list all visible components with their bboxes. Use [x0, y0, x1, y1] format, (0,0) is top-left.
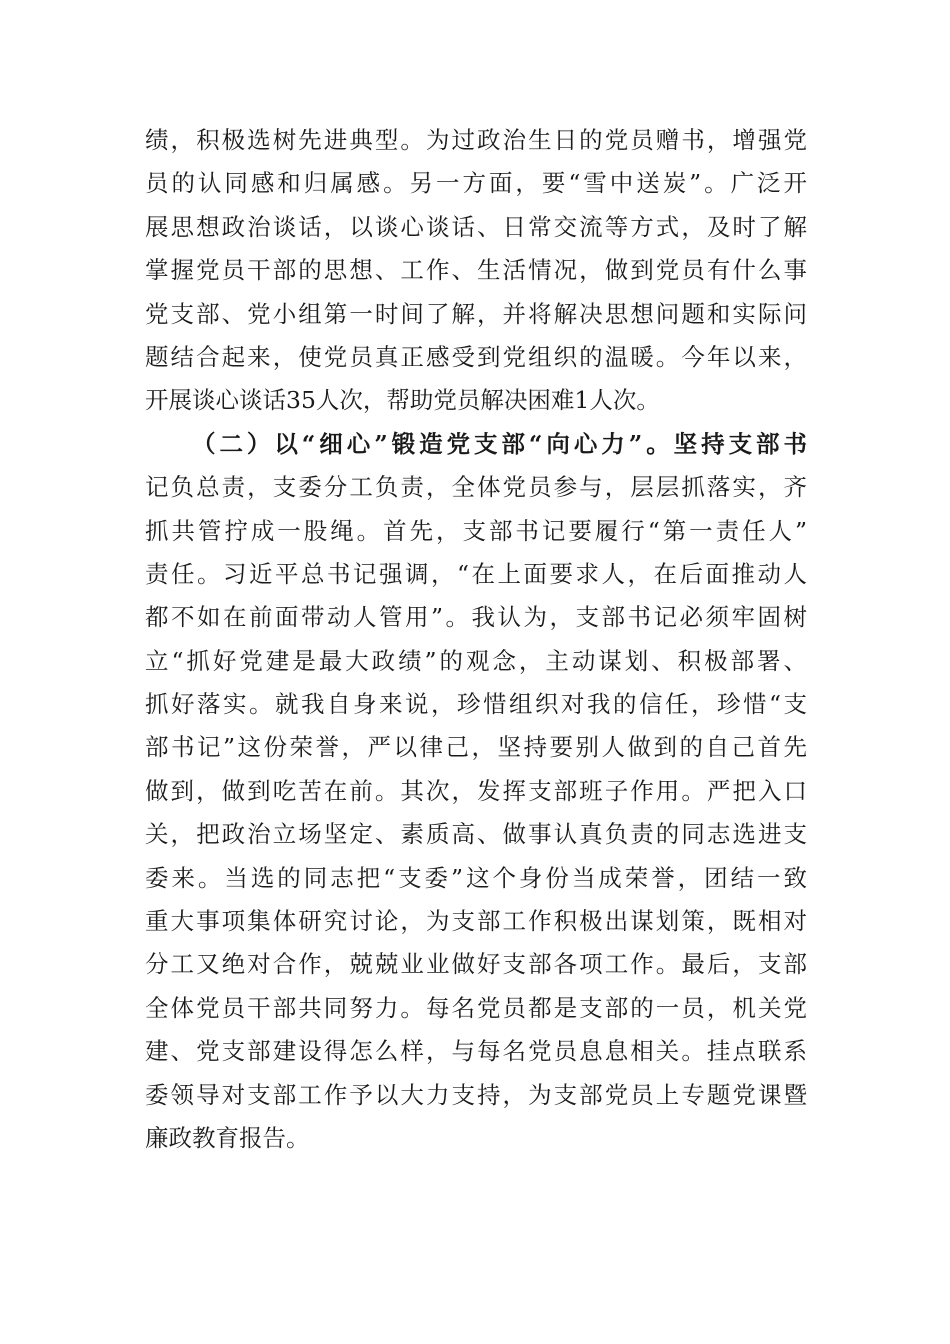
paragraph-2-line: 廉政教育报告。: [145, 1123, 310, 1152]
paragraph-2-line: 关，把政治立场坚定、素质高、做事认真负责的同志选进支: [145, 820, 807, 849]
paragraph-2-line: 责任。习近平总书记强调，“在上面要求人，在后面推动人: [145, 559, 807, 588]
paragraph-2-line: 委领导对支部工作予以大力支持，为支部党员上专题党课暨: [145, 1080, 807, 1109]
paragraph-2-line: 部书记”这份荣誉，严以律己，坚持要别人做到的自己首先: [145, 733, 807, 762]
paragraph-2-line: 都不如在前面带动人管用”。我认为，支部书记必须牢固树: [145, 603, 807, 632]
body-text: [145, 119, 807, 1160]
section-heading-line: （二）以“细心”锻造党支部“向心力”。坚持支部书: [192, 429, 807, 458]
paragraph-1-line: 掌握党员干部的思想、工作、生活情况，做到党员有什么事: [145, 256, 807, 285]
paragraph-2-line: 全体党员干部共同努力。每名党员都是支部的一员，机关党: [145, 993, 807, 1022]
paragraph-2-line: 抓好落实。就我自身来说，珍惜组织对我的信任，珍惜“支: [145, 690, 807, 719]
paragraph-2-line: 分工又绝对合作，兢兢业业做好支部各项工作。最后，支部: [145, 950, 807, 979]
paragraph-2-line: 做到，做到吃苦在前。其次，发挥支部班子作用。严把入口: [145, 776, 807, 805]
paragraph-2-line: 记负总责，支委分工负责，全体党员参与，层层抓落实，齐: [145, 473, 807, 502]
paragraph-1-line: 党支部、党小组第一时间了解，并将解决思想问题和实际问: [145, 299, 807, 328]
paragraph-2-line: 建、党支部建设得怎么样，与每名党员息息相关。挂点联系: [145, 1037, 807, 1066]
paragraph-2-line: 抓共管拧成一股绳。首先，支部书记要履行“第一责任人”: [145, 516, 807, 545]
paragraph-1-line: 展思想政治谈话，以谈心谈话、日常交流等方式，及时了解: [145, 212, 807, 241]
paragraph-1-line: 绩，积极选树先进典型。为过政治生日的党员赠书，增强党: [145, 126, 807, 154]
paragraph-2-line: 委来。当选的同志把“支委”这个身份当成荣誉，团结一致: [145, 863, 807, 892]
paragraph-1-line: 开展谈心谈话35人次，帮助党员解决困难1人次。: [145, 386, 660, 415]
paragraph-1-line: 题结合起来，使党员真正感受到党组织的温暖。今年以来，: [145, 342, 807, 371]
paragraph-2-line: 立“抓好党建是最大政绩”的观念，主动谋划、积极部署、: [145, 646, 807, 675]
paragraph-2-line: 重大事项集体研究讨论，为支部工作积极出谋划策，既相对: [145, 907, 807, 936]
paragraph-1-line: 员的认同感和归属感。另一方面，要“雪中送炭”。广泛开: [145, 169, 807, 198]
